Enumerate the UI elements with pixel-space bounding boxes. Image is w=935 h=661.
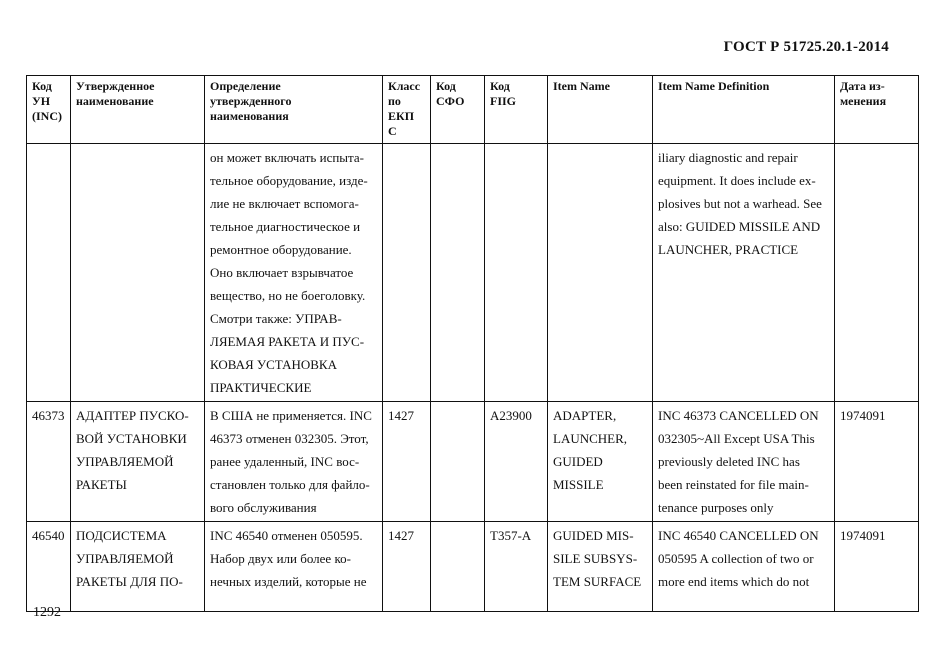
text-line: УПРАВЛЯЕМОЙ <box>76 454 174 469</box>
text-line: previously deleted INC has <box>658 454 800 469</box>
cell-inc: 46373 <box>27 402 71 522</box>
table-row <box>27 522 919 612</box>
table-row <box>27 402 919 522</box>
header-line: менения <box>840 94 887 108</box>
col-header-item-name <box>548 76 653 144</box>
text-line: ВОЙ УСТАНОВКИ <box>76 431 187 446</box>
header-line: FIIG <box>490 94 517 108</box>
text-line: тельное диагностическое и <box>210 219 361 234</box>
text-line: INC 46373 CANCELLED ON <box>658 408 819 423</box>
text-line: also: GUIDED MISSILE AND <box>658 219 821 234</box>
cell-item-definition <box>653 144 835 402</box>
cell-item-name <box>548 522 653 612</box>
text-line: ПРАКТИЧЕСКИЕ <box>210 380 312 395</box>
text-line: more end items which do not <box>658 574 810 589</box>
cell-fiig: A23900 <box>485 402 548 522</box>
text-line: ранее удаленный, INC вос- <box>210 454 360 469</box>
text-line: ADAPTER, <box>553 408 617 423</box>
cell-sfo <box>431 144 485 402</box>
col-header-name-ru <box>71 76 205 144</box>
text-line: LAUNCHER, <box>553 431 628 446</box>
cell-date: 1974091 <box>835 402 919 522</box>
text-line: РАКЕТЫ <box>76 477 127 492</box>
text-line: GUIDED <box>553 454 603 469</box>
header-line: СФО <box>436 94 465 108</box>
text-line: КОВАЯ УСТАНОВКА <box>210 357 337 372</box>
header-line: С <box>388 124 397 138</box>
document-code: ГОСТ Р 51725.20.1-2014 <box>723 39 889 55</box>
header-line: Item Name <box>553 79 610 93</box>
cell-inc <box>27 144 71 402</box>
text-line: В США не применяется. INC <box>210 408 372 423</box>
text-line: INC 46540 отменен 050595. <box>210 528 363 543</box>
header-line: Код <box>490 79 510 93</box>
text-line: Смотри также: УПРАВ- <box>210 311 342 326</box>
text-line: АДАПТЕР ПУСКО- <box>76 408 189 423</box>
cell-sfo <box>431 402 485 522</box>
table-header-row <box>27 76 919 144</box>
col-header-definition-ru <box>205 76 383 144</box>
header-line: утвержденного <box>210 94 292 108</box>
text-line: TEM SURFACE <box>553 574 642 589</box>
cell-item-name <box>548 402 653 522</box>
table-row <box>27 144 919 402</box>
text-line: становлен только для файло- <box>210 477 370 492</box>
cell-name-ru <box>71 522 205 612</box>
cell-item-name <box>548 144 653 402</box>
header-line: Код <box>436 79 456 93</box>
cell-definition-ru <box>205 402 383 522</box>
text-line: 46373 отменен 032305. Этот, <box>210 431 369 446</box>
header-line: по <box>388 94 401 108</box>
cell-inc: 46540 <box>27 522 71 612</box>
col-header-fiig <box>485 76 548 144</box>
cell-item-definition <box>653 402 835 522</box>
text-line: plosives but not a warhead. See <box>658 196 822 211</box>
nomenclature-table <box>26 75 919 612</box>
header-line: наименование <box>76 94 154 108</box>
cell-item-definition <box>653 522 835 612</box>
text-line: SILE SUBSYS- <box>553 551 638 566</box>
col-header-sfo <box>431 76 485 144</box>
cell-date: 1974091 <box>835 522 919 612</box>
header-line: (INC) <box>32 109 62 123</box>
text-line: ПОДСИСТЕМА <box>76 528 167 543</box>
cell-definition-ru <box>205 144 383 402</box>
header-line: ЕКП <box>388 109 415 123</box>
cell-class: 1427 <box>383 402 431 522</box>
cell-name-ru <box>71 144 205 402</box>
col-header-class <box>383 76 431 144</box>
text-line: MISSILE <box>553 477 604 492</box>
text-line: лие не включает вспомога- <box>210 196 359 211</box>
text-line: РАКЕТЫ ДЛЯ ПО- <box>76 574 183 589</box>
cell-fiig: T357-A <box>485 522 548 612</box>
text-line: GUIDED MIS- <box>553 528 634 543</box>
text-line: УПРАВЛЯЕМОЙ <box>76 551 174 566</box>
header-line: Определение <box>210 79 281 93</box>
col-header-date <box>835 76 919 144</box>
header-line: Дата из- <box>840 79 885 93</box>
page-number: 1292 <box>33 605 61 620</box>
header-line: Класс <box>388 79 421 93</box>
text-line: tenance purposes only <box>658 500 774 515</box>
cell-sfo <box>431 522 485 612</box>
header-line: Код <box>32 79 52 93</box>
cell-name-ru <box>71 402 205 522</box>
col-header-inc <box>27 76 71 144</box>
text-line: ЛЯЕМАЯ РАКЕТА И ПУС- <box>210 334 365 349</box>
cell-definition-ru <box>205 522 383 612</box>
header-line: Утвержденное <box>76 79 155 93</box>
text-line: вого обслуживания <box>210 500 317 515</box>
text-line: iliary diagnostic and repair <box>658 150 798 165</box>
text-line: ремонтное оборудование. <box>210 242 352 257</box>
text-line: been reinstated for file main- <box>658 477 809 492</box>
text-line: Оно включает взрывчатое <box>210 265 354 280</box>
cell-date <box>835 144 919 402</box>
col-header-item-definition <box>653 76 835 144</box>
text-line: нечных изделий, которые не <box>210 574 367 589</box>
header-line: наименования <box>210 109 289 123</box>
text-line: вещество, но не боеголовку. <box>210 288 366 303</box>
cell-class <box>383 144 431 402</box>
header-line: Item Name Definition <box>658 79 770 93</box>
text-line: 032305~All Except USA This <box>658 431 815 446</box>
text-line: он может включать испыта- <box>210 150 364 165</box>
text-line: тельное оборудование, изде- <box>210 173 368 188</box>
header-line: УН <box>32 94 51 108</box>
text-line: Набор двух или более ко- <box>210 551 351 566</box>
cell-class: 1427 <box>383 522 431 612</box>
text-line: 050595 A collection of two or <box>658 551 814 566</box>
text-line: LAUNCHER, PRACTICE <box>658 242 799 257</box>
text-line: equipment. It does include ex- <box>658 173 816 188</box>
text-line: INC 46540 CANCELLED ON <box>658 528 819 543</box>
cell-fiig <box>485 144 548 402</box>
